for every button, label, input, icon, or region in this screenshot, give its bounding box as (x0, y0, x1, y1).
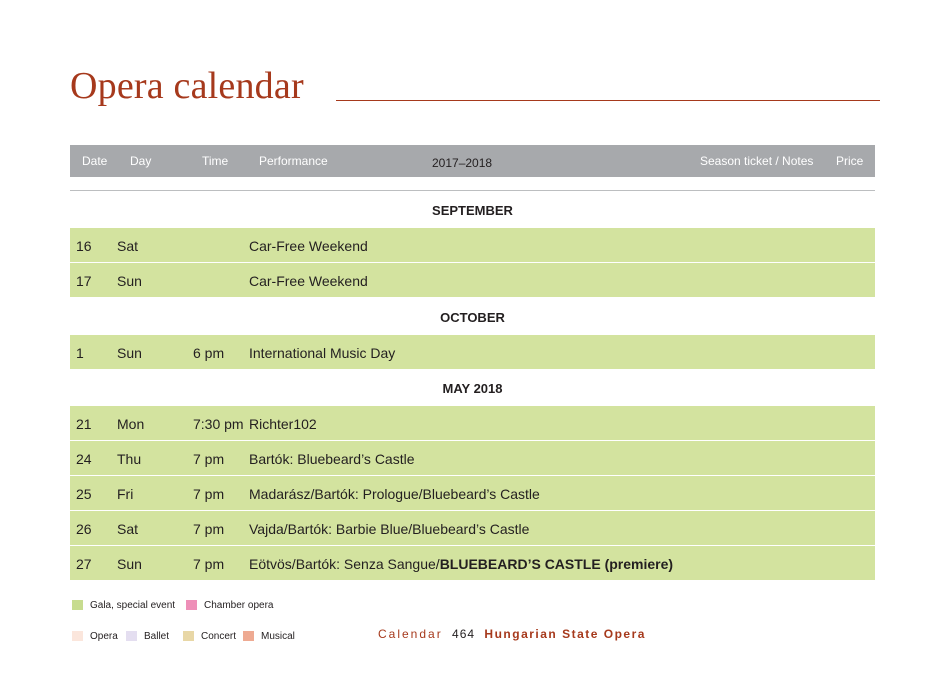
event-day: Sat (117, 238, 139, 254)
legend-label: Concert (201, 631, 237, 642)
event-day: Sun (117, 556, 142, 572)
month-heading-october (70, 300, 875, 335)
event-date: 1 (76, 345, 84, 361)
header-season: 2017–2018 (432, 156, 493, 170)
event-time: 6 pm (193, 345, 225, 361)
event-performance: Car-Free Weekend (249, 238, 368, 254)
month-label: SEPTEMBER (432, 203, 513, 218)
event-performance-regular: Eötvös/Bartók: Senza Sangue/ (249, 556, 440, 572)
page-number: 464 (452, 627, 476, 641)
legend-swatch (126, 631, 137, 641)
legend-swatch (186, 600, 197, 610)
legend-label: Ballet (144, 631, 170, 642)
event-performance: Madarász/Bartók: Prologue/Bluebeard’s Castle (249, 486, 540, 502)
title-row (70, 64, 880, 110)
table-row (70, 228, 875, 263)
footer-section: Calendar (378, 627, 443, 641)
event-date: 21 (76, 416, 92, 432)
event-date: 25 (76, 486, 92, 502)
header-divider (70, 190, 875, 191)
table-row (70, 263, 875, 298)
event-time: 7 pm (193, 556, 225, 572)
header-day: Day (130, 154, 152, 168)
event-date: 16 (76, 238, 92, 254)
event-date: 17 (76, 273, 92, 289)
legend-swatch (72, 600, 83, 610)
event-day: Sun (117, 273, 142, 289)
legend-swatch (72, 631, 83, 641)
month-heading-september (70, 193, 875, 228)
table-row (70, 335, 875, 370)
legend-label: Opera (90, 631, 118, 642)
event-day: Thu (117, 451, 142, 467)
header-notes: Season ticket / Notes (700, 154, 814, 168)
table-row (70, 406, 875, 441)
event-performance: Vajda/Bartók: Barbie Blue/Bluebeard’s Castle (249, 521, 530, 537)
event-time: 7:30 pm (193, 416, 244, 432)
event-performance-premiere: BLUEBEARD’S CASTLE (premiere) (439, 556, 674, 572)
event-performance: International Music Day (249, 345, 396, 361)
event-day: Fri (117, 486, 134, 502)
legend-label: Gala, special event (90, 600, 176, 611)
event-performance: Car-Free Weekend (249, 273, 368, 289)
event-performance (249, 556, 673, 572)
table-row (70, 546, 875, 581)
event-day: Sun (117, 345, 142, 361)
header-performance: Performance (259, 154, 328, 168)
footer-organization: Hungarian State Opera (484, 627, 646, 641)
header-price: Price (836, 154, 864, 168)
page-title: Opera calendar (70, 65, 304, 107)
header-date: Date (82, 154, 108, 168)
event-date: 26 (76, 521, 92, 537)
header-time: Time (202, 154, 229, 168)
event-date: 27 (76, 556, 92, 572)
event-time: 7 pm (193, 486, 225, 502)
event-time: 7 pm (193, 451, 225, 467)
event-performance: Richter102 (249, 416, 317, 432)
title-rule (336, 100, 880, 101)
event-date: 24 (76, 451, 92, 467)
legend-swatch (243, 631, 254, 641)
table-row (70, 511, 875, 546)
event-performance: Bartók: Bluebeard’s Castle (249, 451, 415, 467)
event-time: 7 pm (193, 521, 225, 537)
month-label: OCTOBER (440, 310, 505, 325)
month-heading-may (70, 371, 875, 406)
event-day: Sat (117, 521, 139, 537)
table-row (70, 441, 875, 476)
legend-label: Musical (261, 631, 295, 642)
legend-label: Chamber opera (204, 600, 274, 611)
table-header (70, 145, 875, 177)
event-day: Mon (117, 416, 145, 432)
table-row (70, 476, 875, 511)
month-label: MAY 2018 (442, 381, 503, 396)
page-footer (378, 627, 646, 641)
legend-swatch (183, 631, 194, 641)
